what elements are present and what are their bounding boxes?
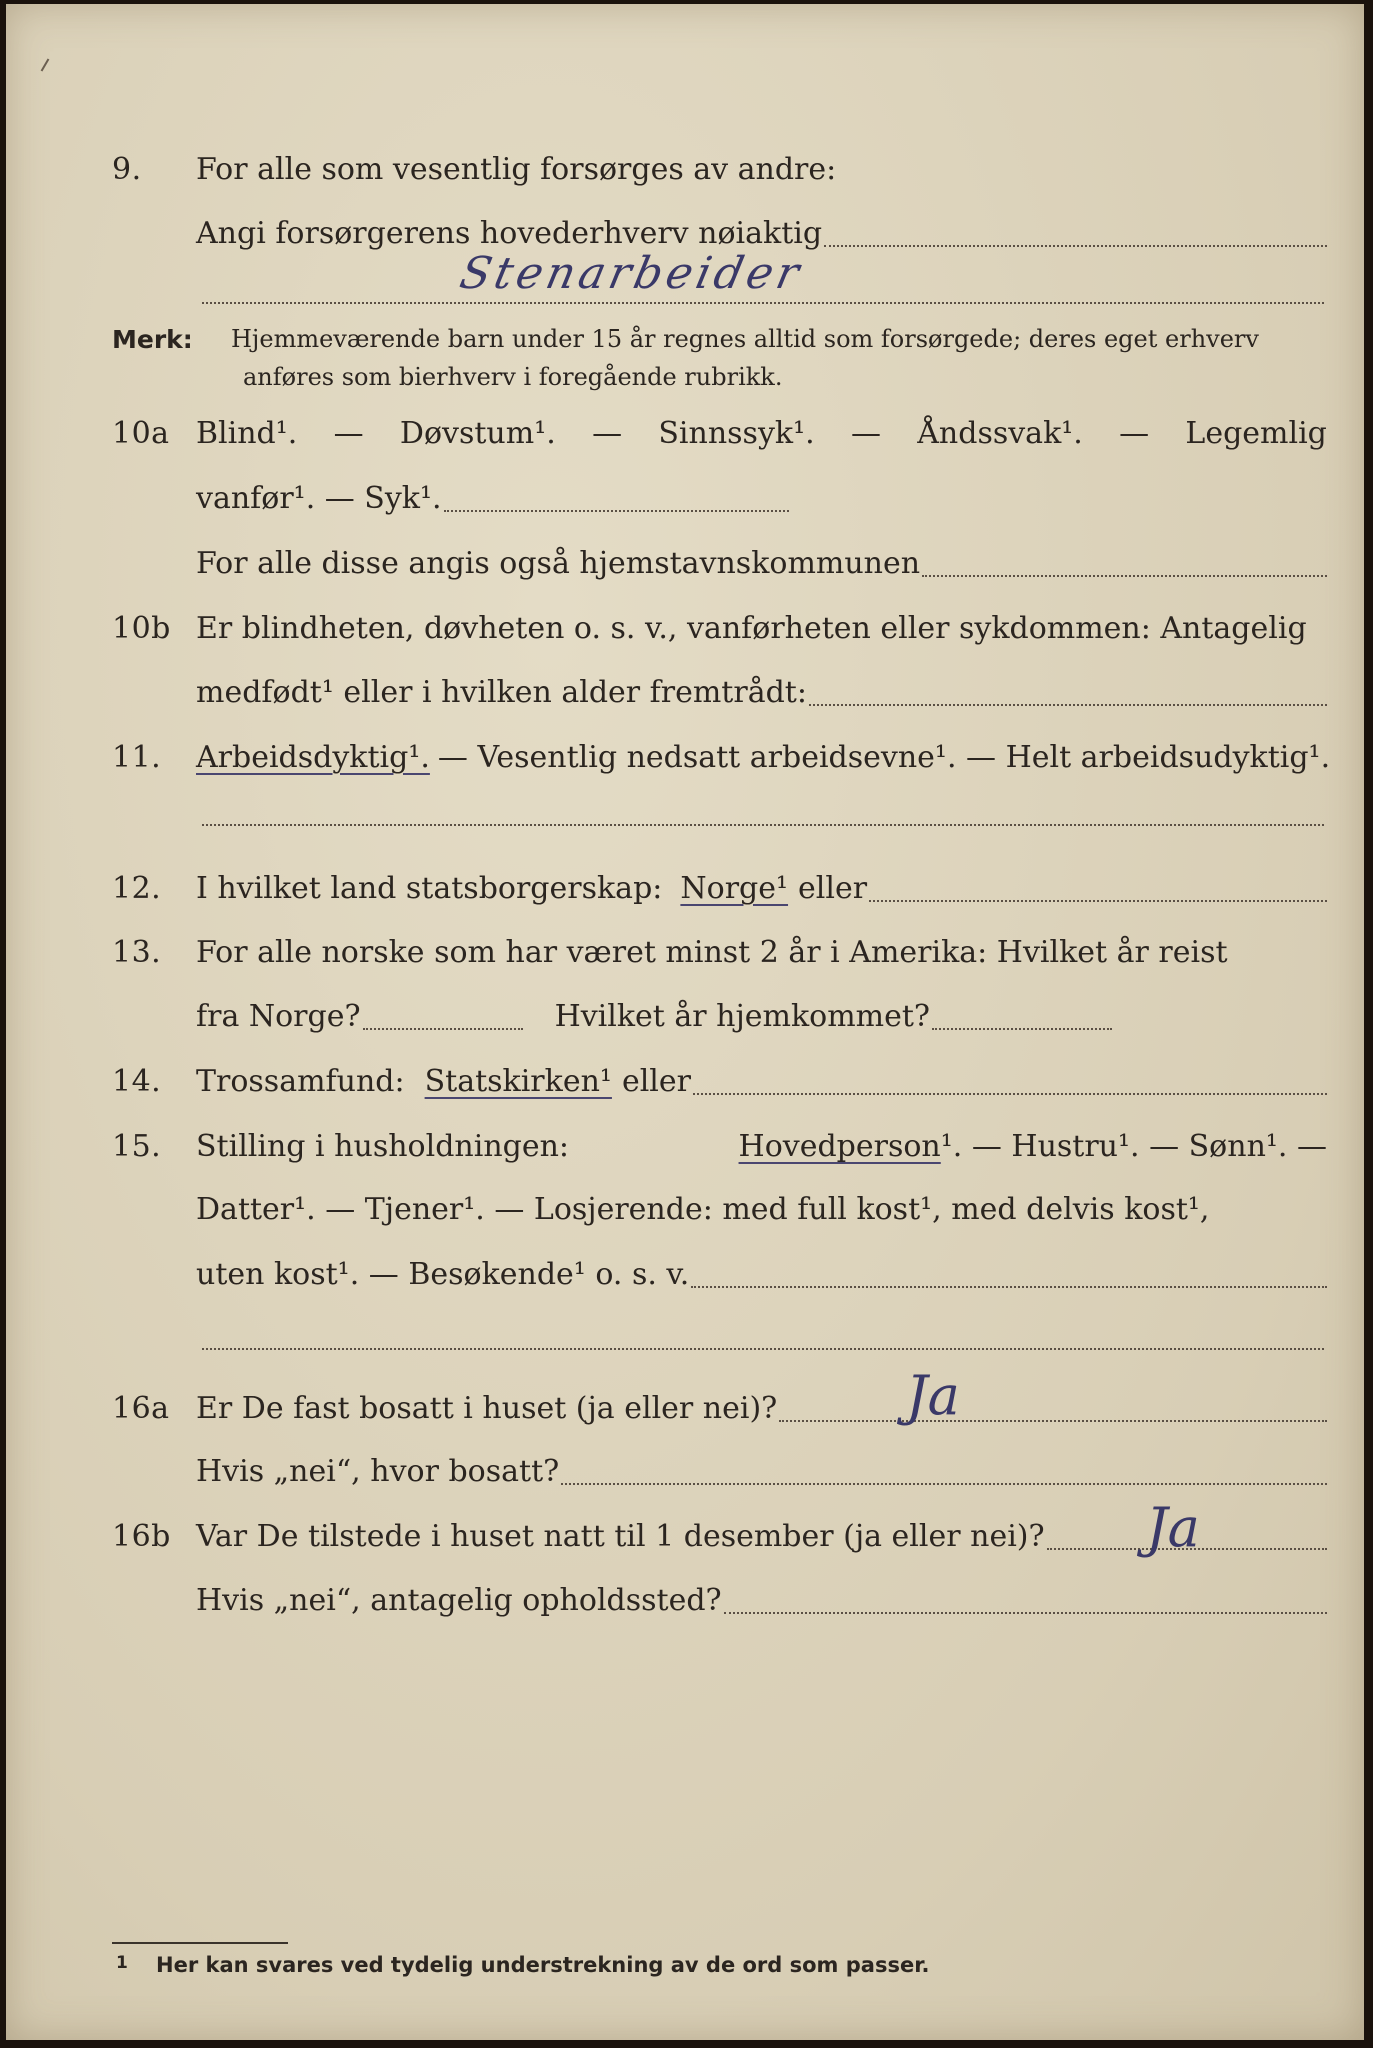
question-text: ¹. — Hustru¹. — Sønn¹. — xyxy=(940,1129,1327,1164)
question-12 xyxy=(6,864,1364,914)
option-dovstum[interactable]: Døvstum¹. xyxy=(399,416,556,451)
question-text: Hvilket år hjemkommet? xyxy=(554,999,931,1034)
question-10a xyxy=(6,409,1364,459)
answer-line[interactable] xyxy=(202,302,1324,304)
note-label: Merk: xyxy=(112,325,193,354)
question-number: 9. xyxy=(112,152,142,187)
question-text: Er De fast bosatt i huset (ja eller nei)? xyxy=(196,1391,778,1426)
question-text: For alle som vesentlig forsørges av andre: xyxy=(196,152,837,187)
dash: — xyxy=(333,416,364,451)
footnote-marker: 1 xyxy=(116,1953,128,1973)
answer-field[interactable] xyxy=(869,900,1327,902)
answer-field[interactable] xyxy=(824,245,1327,247)
question-16a xyxy=(6,1384,1364,1434)
question-number: 11. xyxy=(112,740,162,775)
answer-field[interactable] xyxy=(693,1093,1327,1095)
question-number: 14. xyxy=(112,1064,162,1099)
question-15-line-2 xyxy=(6,1185,1364,1235)
question-10b-line-2 xyxy=(6,668,1364,718)
or-text: eller xyxy=(621,1064,691,1099)
question-text: Angi forsørgerens hovederhverv nøiaktig xyxy=(196,216,823,251)
disability-options xyxy=(196,409,1327,459)
question-15-line-3 xyxy=(6,1250,1364,1300)
question-number: 13. xyxy=(112,935,162,970)
question-text: Var De tilstede i huset natt til 1 desember (ja eller nei)? xyxy=(196,1519,1045,1554)
question-text: Er blindheten, døvheten o. s. v., vanførheten eller sykdommen: Antagelig xyxy=(196,611,1307,646)
option-andssvak[interactable]: Åndssvak¹. xyxy=(917,416,1083,451)
dash: — xyxy=(850,416,881,451)
option-legemlig[interactable]: Legemlig xyxy=(1185,416,1327,451)
census-form-page xyxy=(6,4,1364,2040)
question-11 xyxy=(6,733,1364,783)
dash: — xyxy=(1119,416,1150,451)
answer-field-left[interactable] xyxy=(363,1028,523,1030)
option-statskirken-underlined[interactable]: Statskirken¹ xyxy=(424,1064,612,1099)
question-text: Datter¹. — Tjener¹. — Losjerende: med full kost¹, med delvis kost¹, xyxy=(196,1192,1210,1227)
question-16a-line-2 xyxy=(6,1447,1364,1497)
question-text: fra Norge? xyxy=(196,999,361,1034)
question-text: — Vesentlig nedsatt arbeidsevne¹. — Helt arbeidsudyktig¹. xyxy=(437,740,1331,775)
option-norge-underlined[interactable]: Norge¹ xyxy=(680,871,789,906)
footnote-divider xyxy=(112,1942,288,1944)
question-13 xyxy=(6,928,1364,978)
handwritten-answer-bosatt: Ja xyxy=(906,1364,960,1427)
question-10b xyxy=(6,604,1364,654)
option-sinnssyk[interactable]: Sinnssyk¹. xyxy=(658,416,815,451)
question-9 xyxy=(6,145,1364,195)
question-number: 10a xyxy=(112,416,170,451)
answer-field-returned[interactable] xyxy=(932,1028,1112,1030)
question-10a-line-2 xyxy=(6,474,1364,524)
dash: — xyxy=(592,416,623,451)
answer-line[interactable] xyxy=(202,1348,1324,1350)
answer-field[interactable] xyxy=(691,1286,1327,1288)
question-text: Trossamfund: xyxy=(196,1064,405,1099)
question-text: For alle norske som har været minst 2 år i Amerika: Hvilket år reist xyxy=(196,935,1228,970)
answer-line[interactable] xyxy=(202,824,1324,826)
question-text: medfødt¹ eller i hvilken alder fremtrådt: xyxy=(196,675,807,710)
question-text: I hvilket land statsborgerskap: xyxy=(196,871,663,906)
footnote xyxy=(116,1950,930,1980)
answer-field[interactable] xyxy=(724,1612,1327,1614)
answer-field[interactable] xyxy=(444,510,789,512)
option-blind[interactable]: Blind¹. xyxy=(196,416,298,451)
question-number: 12. xyxy=(112,871,162,906)
question-10a-line-3 xyxy=(6,539,1364,589)
option-hovedperson-underlined[interactable]: Hovedperson xyxy=(738,1129,941,1164)
option-arbeidsdyktig-underlined[interactable]: Arbeidsdyktig¹. xyxy=(196,740,430,775)
footnote-text: Her kan svares ved tydelig understrekning av de ord som passer. xyxy=(156,1953,930,1977)
question-text: Stilling i husholdningen: xyxy=(196,1129,570,1164)
question-13-line-2 xyxy=(6,992,1364,1042)
answer-field[interactable] xyxy=(779,1420,1327,1422)
question-text: uten kost¹. — Besøkende¹ o. s. v. xyxy=(196,1257,690,1292)
or-text: eller xyxy=(798,871,868,906)
note-text: Hjemmeværende barn under 15 år regnes alltid som forsørgede; deres eget erhverv anføres som bierhverv i foregående rubrikk. xyxy=(231,325,1259,391)
pencil-mark xyxy=(41,58,50,71)
question-16b-line-2 xyxy=(6,1576,1364,1626)
question-14 xyxy=(6,1057,1364,1107)
question-text: Hvis „nei“, hvor bosatt? xyxy=(196,1454,560,1489)
handwritten-answer-tilstede: Ja xyxy=(1146,1496,1200,1559)
question-number: 15. xyxy=(112,1129,162,1164)
answer-field[interactable] xyxy=(561,1483,1327,1485)
question-number: 10b xyxy=(112,611,171,646)
question-text: vanfør¹. — Syk¹. xyxy=(196,481,442,516)
question-number: 16a xyxy=(112,1391,170,1426)
question-15 xyxy=(6,1122,1364,1172)
question-text: For alle disse angis også hjemstavnskommunen xyxy=(196,546,921,581)
answer-field[interactable] xyxy=(809,704,1327,706)
question-number: 16b xyxy=(112,1519,171,1554)
answer-field[interactable] xyxy=(922,575,1327,577)
question-text: Hvis „nei“, antagelig opholdssted? xyxy=(196,1583,722,1618)
handwritten-answer-occupation: Stenarbeider xyxy=(455,248,808,299)
